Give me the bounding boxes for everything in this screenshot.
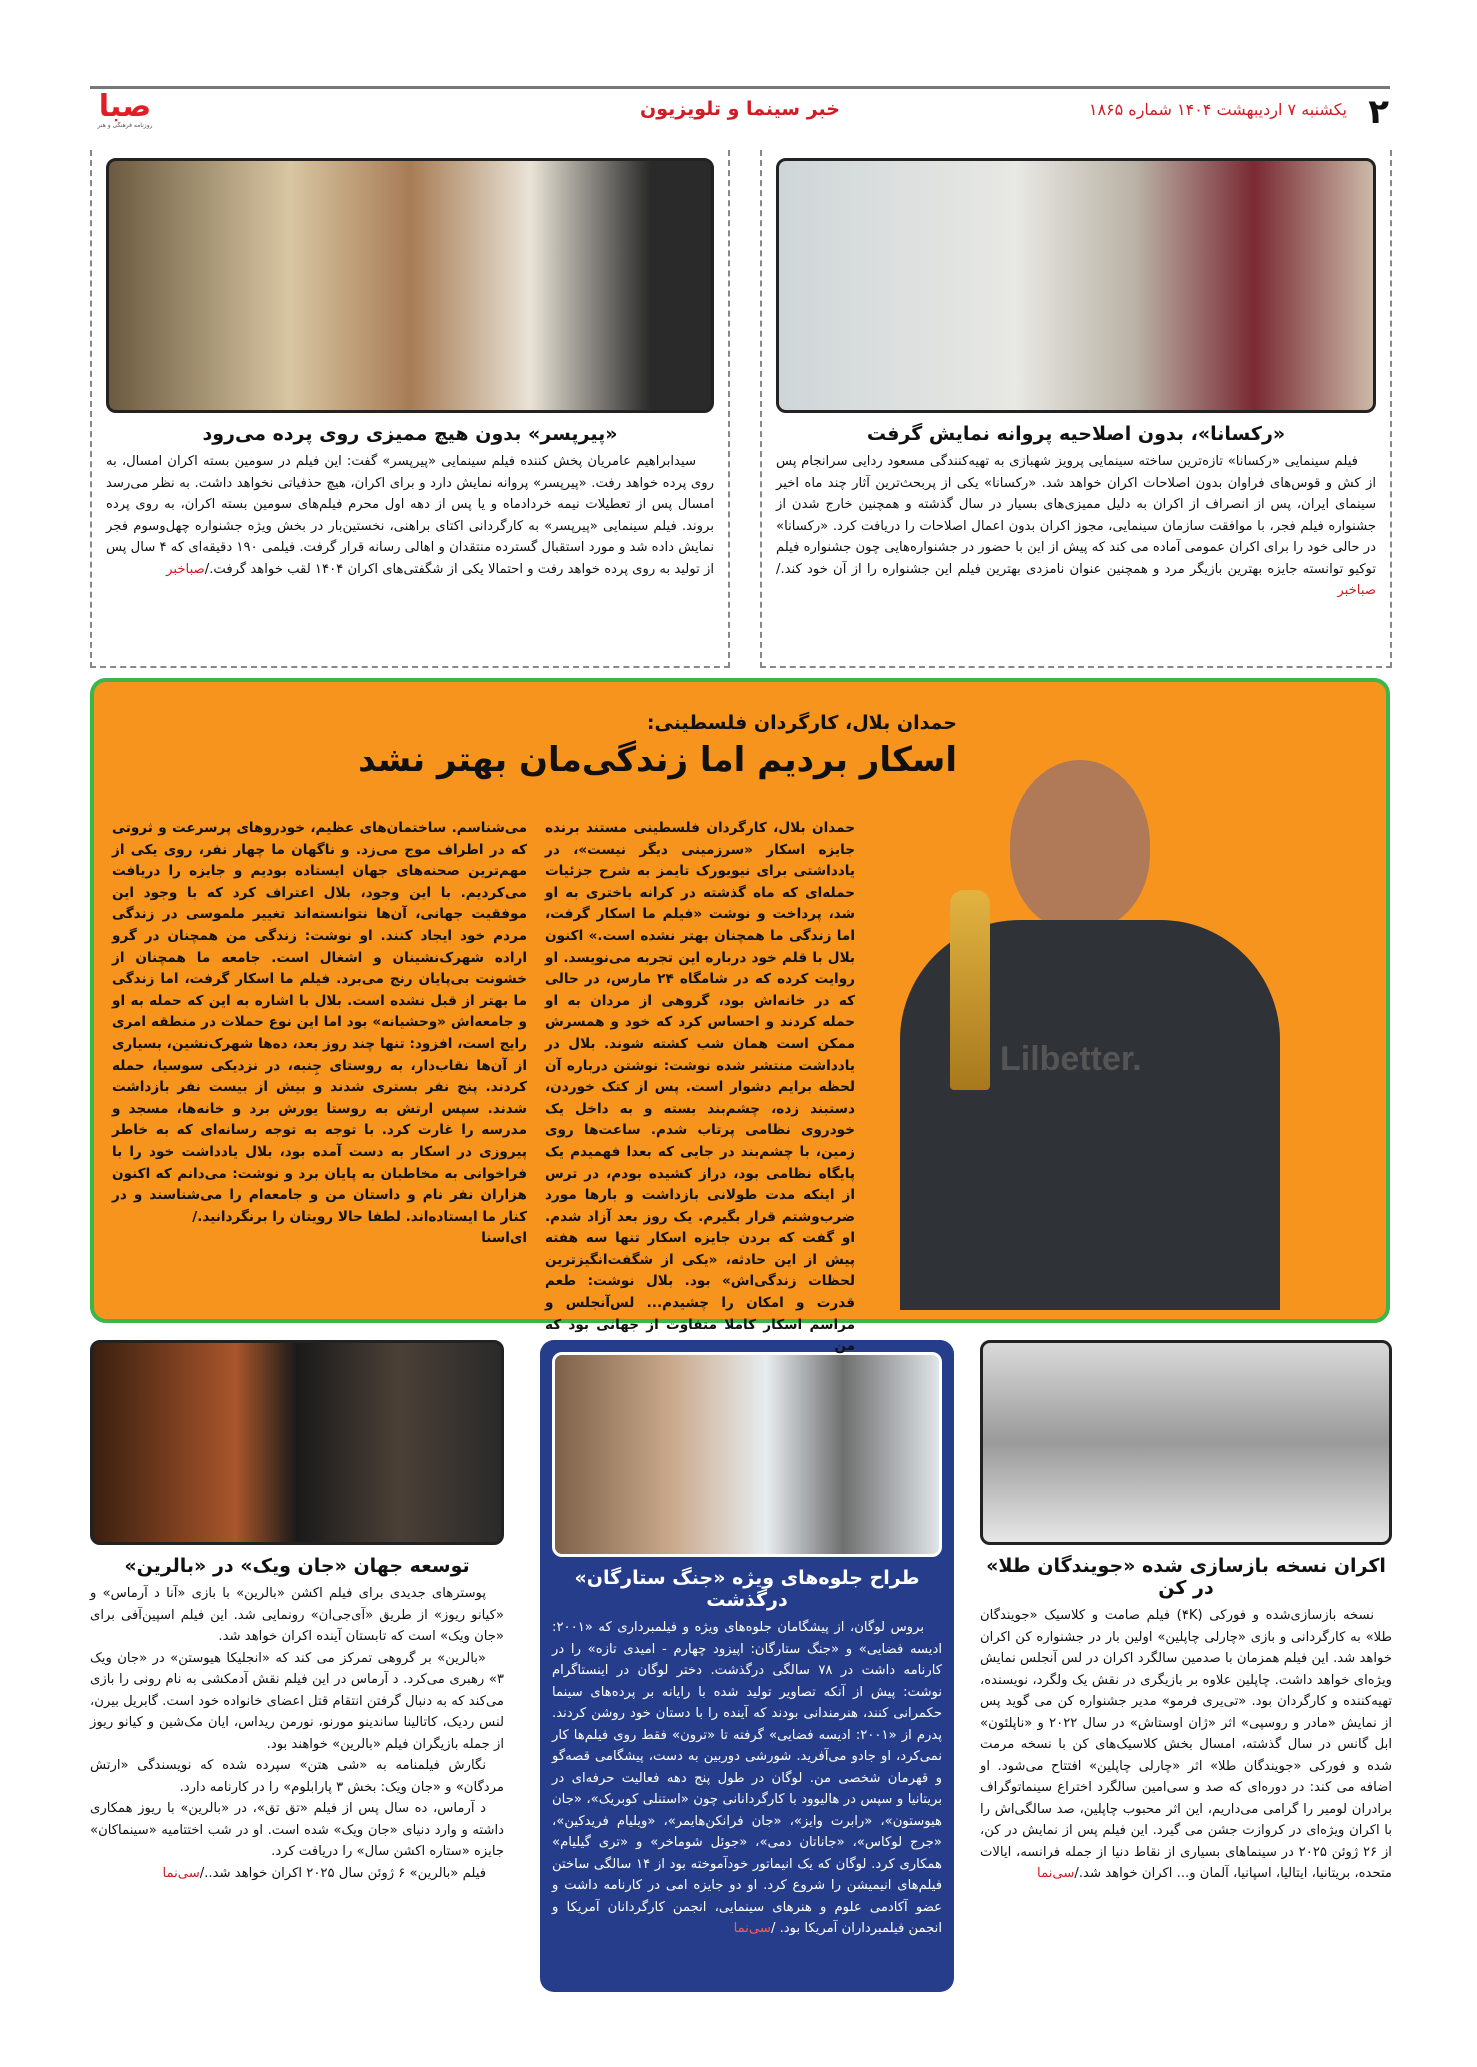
page-number: ۲	[1368, 92, 1389, 132]
header-rule	[90, 86, 1390, 89]
roxana-photo	[776, 158, 1376, 413]
article-title: طراح جلوه‌های ویژه «جنگ ستارگان» درگذشت	[574, 1567, 920, 1611]
article-source: سی‌نما	[1037, 1866, 1075, 1881]
article-source: سی‌نما	[733, 1921, 771, 1936]
article-paragraph: پوسترهای جدیدی برای فیلم اکشن «بالرین» با بازی «آنا د آرماس» و «کیانو ریوز» از طریق «آی‌جی‌ان» رونمایی شد. این فیلم اسپین‌آفی برای «جان ویک» است که تابستان آینده اکران خواهد شد.	[90, 1586, 504, 1644]
article-pirpesar	[90, 150, 730, 668]
logo-mark: صبا	[98, 89, 152, 124]
feature-column-right: حمدان بلال، کارگردان فلسطینی مستند برنده جایزه اسکار «سرزمینی دیگر نیست»، در یادداشتی برای نیویورک تایمز به شرح جزئیات حمله‌ای که ماه گذشته در کرانه باختری به او شد، پرداخت و نوشت «فیلم ما اسکار گرفت، اما زندگی ما همچنان بهتر نشده است.» اکنون بلال با قلم خود درباره این تجربه می‌نویسد. او روایت کرده که در شامگاه ۲۴ مارس، در حالی که در خانه‌اش بود، گروهی از مردان به او حمله کردند و احساس کرد که خود و همسرش ممکن است همان شب کشته شوند. بلال در یادداشت منتشر شده نوشت: نوشتن درباره آن لحظه برایم دشوار است. پس از کتک خوردن، دستبند زده، چشم‌بند بسته و به داخل یک خودروی نظامی پرتاب شدم. ساعت‌ها روی زمین، با چشم‌بند در جایی که بعدا فهمیدم یک پایگاه نظامی بود، دراز کشیده بودم، در ترس از اینکه مدت طولانی بازداشت و بارها مورد ضرب‌وشتم قرار بگیرم. یک روز بعد آزاد شدم. او گفت که بردن جایزه اسکار تنها سه هفته پیش از این حادثه، «یکی از شگفت‌انگیزترین لحظات زندگی‌اش» بود. بلال نوشت: طعم قدرت و امکان را چشیدم... لس‌آنجلس و مراسم اسکار کاملا متفاوت از جهانی بود که من	[545, 820, 855, 1355]
ballerina-john-wick-photo	[90, 1340, 504, 1545]
feature-kicker: حمدان بلال، کارگردان فلسطینی:	[646, 712, 957, 734]
feature-column-left	[112, 818, 527, 1250]
bruce-logan-photo	[552, 1352, 942, 1557]
feature-source: ای‌اسنا	[481, 1230, 527, 1247]
article-title: توسعه جهان «جان ویک» در «بالرین»	[124, 1555, 470, 1577]
shirt-text: Lilbetter.	[1000, 1040, 1142, 1078]
hamdan-ballal-photo	[880, 740, 1290, 1310]
newspaper-logo	[90, 89, 160, 132]
article-ballerina	[90, 1340, 504, 1884]
pirpesar-photo	[106, 158, 714, 413]
article-body: سیدابراهیم عامریان پخش کننده فیلم سینمایی «پیرپسر» گفت: این فیلم در سومین بسته اکران امسال، به روی پرده خواهد رفت. «پیرپسر» پروانه نمایش دارد و برای اکران، هیچ حذفیاتی نخواهد داشت. به نظر می‌رسد امسال پس از تعطیلات نیمه خردادماه و یا پس از دهه اول محرم فیلم‌های سومین بسته اکران، به روی پرده بروند. فیلم سینمایی «پیرپسر» به کارگردانی اکتای براهنی، نخستین‌بار در بخش ویژه جشنواره چهل‌وسوم فجر نمایش داده شد و مورد استقبال گسترده منتقدان و اهالی رسانه قرار گرفت. فیلمی ۱۹۰ دقیقه‌ای که ۴ سال پس از تولید به روی پرده خواهد رفت و احتمالا یکی از شگفتی‌های اکران ۱۴۰۴ لقب خواهد گرفت./	[105, 454, 714, 577]
article-gold-rush	[980, 1340, 1392, 1885]
article-source: صباخبر	[1337, 583, 1376, 598]
article-body: نسخه بازسازی‌شده و فورکی (۴K) فیلم صامت و کلاسیک «جویندگان طلا» به کارگردانی و بازی «چارلی چاپلین» اولین بار در جشنواره کن اکران خواهد شد. این فیلم همزمان با صدمین سالگرد اکران در لس آنجلس نمایش ویژه‌ای خواهد داشت. چاپلین علاوه بر بازیگری در نقش یک ولگرد، نویسنده، تهیه‌کننده و کارگردان بود. «تی‌یری فرمو» مدیر جشنواره کن می گوید پس از نمایش «مادر و روسپی» اثر «ژان اوستاش» در سال ۲۰۲۲ و «ناپلئون» ابل گانس در سال گذشته، امسال بخش کلاسیک‌های کن با نسخه مرمت شده و فورکی «جویندگان طلا» اثر «چارلی چاپلین» افتتاح می‌شود. او اضافه می کند: در دوره‌ای که صد و سی‌امین سالگرد اختراع سینماتوگراف برادران لومیر را گرامی می‌داریم، این اثر محبوب چاپلین، صد سالگی‌اش را با اکران ویژه‌ای در کروازت جشن می گیرد. این فیلم پس از نمایش در کن، از ۲۶ ژوئن ۲۰۲۵ در سینماهای بسیاری از نقاط دنیا از جمله فرانسه، ایالات متحده، بریتانیا، ایتالیا، اسپانیا، آلمان و... اکران خواهد شد./	[980, 1608, 1392, 1881]
article-paragraph: نگارش فیلمنامه به «شی هتن» سپرده شده که نویسندگی «ارتش مردگان» و «جان ویک: بخش ۳ پارابلوم» را در کارنامه دارد.	[90, 1758, 504, 1795]
article-last-line: فیلم «بالرین» ۶ ژوئن سال ۲۰۲۵ اکران خواهد شد../	[199, 1865, 486, 1881]
gold-rush-photo	[980, 1340, 1392, 1545]
section-title: خبر سینما و تلویزیون	[639, 98, 840, 120]
feature-body: می‌شناسم. ساختمان‌های عظیم، خودروهای پرسرعت و ثروتی که در اطراف موج می‌زد. و ناگهان ما چهار نفر، روی یکی از مهم‌ترین صحنه‌های جهان ایستاده بودیم و جایزه را دریافت می‌کردیم. با این وجود، بلال اعتراف کرد که با وجود این موفقیت جهانی، آن‌ها نتوانسته‌اند تغییر ملموسی در زندگی مردم خود ایجاد کنند. او نوشت: زندگی من همچنان در گرو اراده شهرک‌نشینان و اشغال است. جامعه ما همچنان از خشونت بی‌پایان رنج می‌برد. فیلم ما اسکار گرفت، اما زندگی ما بهتر از قبل نشده است. بلال با اشاره به این که حمله به او و جامعه‌اش «وحشیانه» بود اما این نوع حملات در منطقه امری رایج است، افزود: تنها چند روز بعد، ده‌ها شهرک‌نشین، بسیاری از آن‌ها نقاب‌دار، به روستای جِنبه، در نزدیکی سوسیا، حمله کردند. پنج نفر بستری شدند و بیش از بیست نفر بازداشت شدند. سپس ارتش به روستا یورش برد و خانه‌ها، مسجد و مدرسه را غارت کرد. با توجه به توجه رسانه‌ای که به خاطر پیروزی در اسکار به دست آمده بود، بلال یادداشت خود را با فراخوانی به مخاطبان به پایان برد و نوشت: می‌دانم که اکنون هزاران نفر نام و داستان من و جامعه‌ام را می‌شناسند و در کنار ما ایستاده‌اند. لطفا حالا رویتان را برنگردانید./	[112, 820, 527, 1225]
article-source: صباخبر	[166, 561, 205, 577]
article-bruce-logan	[540, 1340, 954, 1992]
article-paragraph: «بالرین» بر گروهی تمرکز می کند که «انجلیکا هیوستن» در «جان ویک ۳» رهبری می‌کرد. د آرماس در این فیلم نقش آدمکشی به نام رونی را بازی می‌کند که به دنبال گرفتن انتقام قتل اعضای خانواده خود است. گابریل بیرن، لنس ردیک، کاتالینا ساندینو مورنو، نورمن ریداس، ایان مک‌شین و کیانو ریوز از جمله بازیگران فیلم «بالرین» خواهند بود.	[90, 1650, 504, 1752]
oscar-statuette-icon	[950, 890, 990, 1090]
article-body: بروس لوگان، از پیشگامان جلوه‌های ویژه و فیلمبرداری که «۲۰۰۱: ادیسه فضایی» و «جنگ ستارگان: اپیزود چهارم - امیدی تازه» را در کارنامه داشت در ۷۸ سالگی درگذشت. دختر لوگان در اینستاگرام نوشت: پیش از آنکه تصاویر تولید شده با رایانه بر پرده‌های سینما حکمرانی کنند، هنرمندانی بودند که آینده را با دستان خود روشن کردند. پدرم از «۲۰۰۱: ادیسه فضایی» گرفته تا «ترون» فقط روی فیلم‌ها کار نمی‌کرد، او جادو می‌آفرید. شورشی دوربین به دست، پیشگامی قصه‌گو و قهرمان شخصی من. لوگان در طول پنج دهه فعالیت حرفه‌ای در بریتانیا و سپس در هالیوود با کارگردانانی چون «استنلی کوبریک»، «جان هیوستون»، «رابرت وایز»، «جان فرانکن‌هایمر»، «ویلیام فریدکین»، «جرج لوکاس»، «جاناتان دمی»، «جوئل شوماخر» و «تری گیلیام» همکاری کرد. لوگان که یک انیماتور خودآموخته بود از ۱۴ سالگی ساختن فیلم‌های انیمیشن را شروع کرد. او دو جایزه امی در کارنامه داشت و عضو آکادمی علوم و هنرهای سینمایی، انجمن کارگردانان آمریکا و انجمن فیلمبرداران آمریکا بود. /	[552, 1620, 943, 1936]
article-body: فیلم سینمایی «رکسانا» تازه‌ترین ساخته سینمایی پرویز شهبازی به تهیه‌کنندگی مسعود ردایی سرانجام پس از کش و قوس‌های فراوان بدون اصلاحات اکران خواهد شد. «رکسانا» یکی از پربحث‌ترین آثار چند ماه اخیر سینمای ایران، پس از انصراف از اکران به دلیل ممیزی‌های بسیار در سال گذشته و همچنین خارج شدن از جشنواره فیلم فجر، با موافقت سازمان سینمایی، مجوز اکران بدون اعمال اصلاحات را دریافت کرد. «رکسانا» در حالی خود را برای اکران عمومی آماده می کند که پیش از این با حضور در جشنواره‌هایی چون جشنواره فیلم توکیو توانسته جایزه بهترین بازیگر مرد و همچنین عنوان نامزدی بهترین فیلم این جشنواره را از آن خود کند./	[776, 454, 1376, 577]
feature-headline: اسکار بردیم اما زندگی‌مان بهتر نشد	[358, 740, 957, 780]
article-title: اکران نسخه بازسازی شده «جویندگان طلا» در کن	[986, 1555, 1386, 1599]
article-title: «پیرپسر» بدون هیچ ممیزی روی پرده می‌رود	[202, 423, 618, 445]
article-paragraph: د آرماس، ده سال پس از فیلم «تق تق»، در «بالرین» با ریوز همکاری داشته و وارد دنیای «جان ویک» شده است. او در شب اختتامیه «سینماکان» جایزه «ستاره اکشن سال» را دریافت کرد.	[90, 1801, 504, 1859]
article-source: سی‌نما	[162, 1865, 200, 1881]
issue-date: یکشنبه ۷ اردیبهشت ۱۴۰۴ شماره ۱۸۶۵	[1088, 100, 1347, 119]
article-title: «رکسانا»، بدون اصلاحیه پروانه نمایش گرفت	[866, 423, 1286, 445]
article-roxana	[760, 150, 1392, 668]
logo-tagline: روزنامه فرهنگی و هنر	[97, 122, 153, 129]
